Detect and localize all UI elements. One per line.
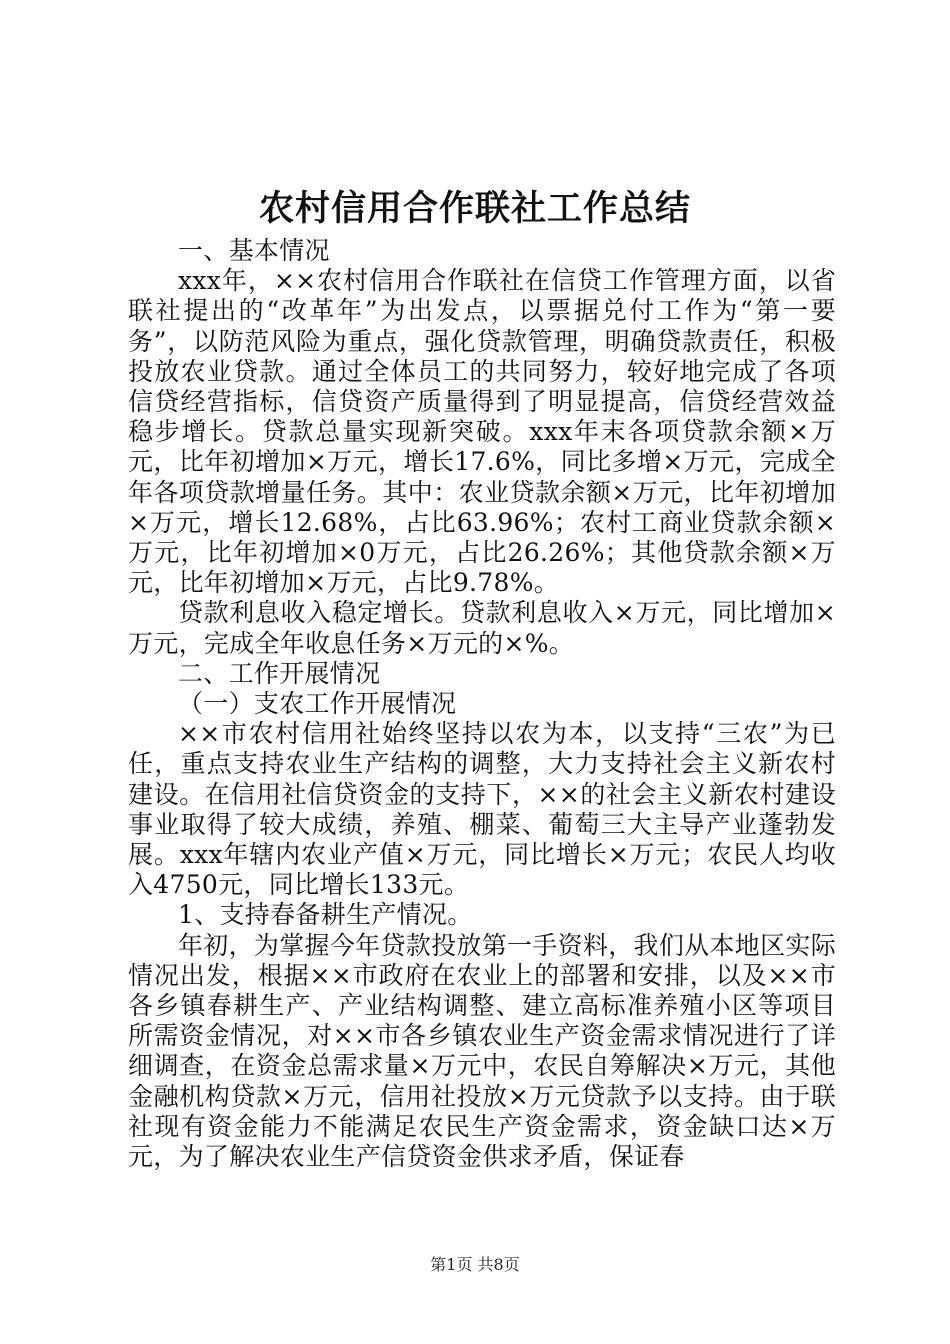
document-body bbox=[128, 236, 836, 1172]
page-footer: 第1页 共8页 bbox=[430, 1255, 520, 1274]
paragraph-spring-plowing: 年初，为掌握今年贷款投放第一手资料，我们从本地区实际情况出发，根据××市政府在农业上的部署和安排，以及××市各乡镇春耕生产、产业结构调整、建立高标准养殖小区等项目所需资金情况，对××市各乡镇农业生产资金需求情况进行了详细调查，在资金总需求量×万元中，农民自筹解决×万元，其他金融机构贷款×万元，信用社投放×万元贷款予以支持。由于联社现有资金能力不能满足农民生产资金需求，资金缺口达×万元，为了解决农业生产信贷资金供求矛盾，保证春 bbox=[128, 930, 836, 1172]
section-heading-work: 二、工作开展情况 bbox=[178, 658, 381, 688]
section-heading-basic: 一、基本情况 bbox=[178, 236, 330, 265]
paragraph-loan-overview: xxx年，××农村信用合作联社在信贷工作管理方面，以省联社提出的“改革年”为出发点，以票据兑付工作为“第一要务”，以防范风险为重点，强化贷款管理，明确贷款责任，积极投放农业贷款。通过全体员工的共同努力，较好地完成了各项信贷经营指标，信贷资产质量得到了明显提高，信贷经营效益稳步增长。贷款总量实现新突破。xxx年末各项贷款余额×万元，比年初增加×万元，增长17.6%，同比多增×万元，完成全年各项贷款增量任务。其中：农业贷款余额×万元，比年初增加×万元，增长12.68%，占比63.96%；农村工商业贷款余额×万元，比年初增加×0万元，占比26.26%；其他贷款余额×万元，比年初增加×万元，占比9.78%。 bbox=[128, 266, 836, 598]
paragraph-interest-income: 贷款利息收入稳定增长。贷款利息收入×万元，同比增加×万元，完成全年收息任务×万元的×%。 bbox=[128, 598, 836, 658]
subsection-heading-agri-support: （一）支农工作开展情况 bbox=[178, 689, 457, 719]
document-title: 农村信用合作联社工作总结 bbox=[258, 188, 691, 229]
item-heading-spring-plowing: 1、支持春备耕生产情况。 bbox=[178, 900, 473, 930]
paragraph-agri-support: ××市农村信用社始终坚持以农为本，以支持“三农”为已任，重点支持农业生产结构的调整，大力支持社会主义新农村建设。在信用社信贷资金的支持下，××的社会主义新农村建设事业取得了较大成绩，养殖、棚菜、葡萄三大主导产业蓬勃发展。xxx年辖内农业产值×万元，同比增长×万元；农民人均收入4750元，同比增长133元。 bbox=[128, 719, 836, 900]
